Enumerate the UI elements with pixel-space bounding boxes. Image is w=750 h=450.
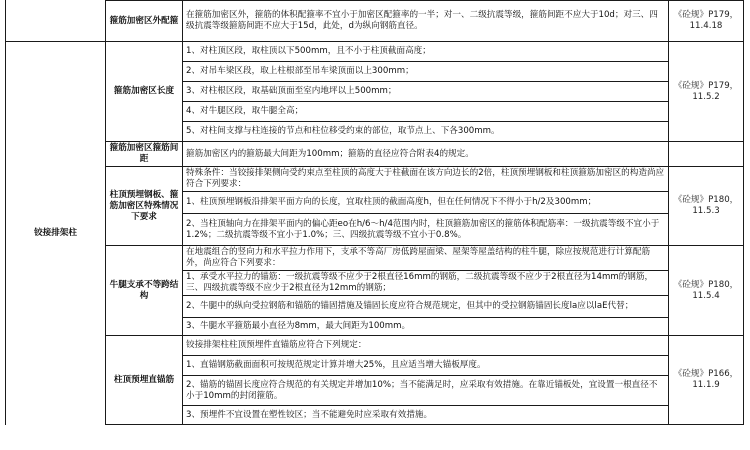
spec-table — [5, 0, 744, 425]
reference-cell — [669, 142, 744, 167]
topic-cell: 箍筋加密区长度 — [106, 42, 183, 142]
item-cell: 1、承受水平拉力的锚筋：一级抗震等级不应少于2根直径16mm的钢筋，二级抗震等级不应少于2根直径为14mm的钢筋，三、四级抗震等级不应少于2根直径为12mm的钢筋； — [183, 271, 669, 296]
item-cell: 铰接排架柱柱顶预埋件直锚筋应符合下列规定： — [183, 336, 669, 356]
item-cell: 3、预埋件不宜设置在塑性铰区；当不能避免时应采取有效措施。 — [183, 406, 669, 425]
topic-cell: 箍筋加密区外配箍 — [106, 1, 183, 42]
table-row — [6, 167, 744, 192]
topic-cell: 牛腿支承不等跨结构 — [106, 246, 183, 336]
table-row — [6, 336, 744, 356]
item-cell: 在箍筋加密区外，箍筋的体积配箍率不宜小于加密区配箍率的一半；对一、二级抗震等级，箍筋间距不应大于10d；对三、四级抗震等级箍筋间距不应大于15d，此处，d为纵向钢筋直径。 — [183, 1, 669, 42]
topic-cell: 柱顶预埋钢板、箍筋加密区特殊情况下要求 — [106, 167, 183, 246]
category-cell-prev — [6, 1, 106, 42]
item-cell: 2、牛腿中的纵向受拉钢筋和锚筋的锚固措施及锚固长度应符合规范规定，但其中的受拉钢筋锚固长度la应以laE代替； — [183, 296, 669, 318]
item-cell: 箍筋加密区内的箍筋最大间距为100mm；箍筋的直径应符合附表4的规定。 — [183, 142, 669, 167]
item-cell: 3、对柱根区段，取基础顶面至室内地坪以上500mm； — [183, 82, 669, 102]
table-row — [6, 1, 744, 42]
topic-cell: 柱顶预埋直锚筋 — [106, 336, 183, 425]
category-cell: 铰接排架柱 — [6, 42, 106, 425]
item-cell: 5、对柱间支撑与柱连接的节点和柱位移受约束的部位，取节点上、下各300mm。 — [183, 122, 669, 142]
item-cell: 4、对牛腿区段，取牛腿全高； — [183, 102, 669, 122]
item-cell: 2、对吊车梁区段，取上柱根部至吊车梁顶面以上300mm； — [183, 62, 669, 82]
item-cell: 特殊条件：当铰接排架侧向受约束点至柱顶的高度大于柱截面在该方向边长的2倍，柱顶预埋钢板和柱顶箍筋加密区的构造尚应符合下列要求： — [183, 167, 669, 192]
reference-cell: 《砼规》P166，11.1.9 — [669, 336, 744, 425]
table-row — [6, 142, 744, 167]
item-cell: 3、牛腿水平箍筋最小直径为8mm，最大间距为100mm。 — [183, 318, 669, 336]
item-cell: 在地震组合的竖向力和水平拉力作用下，支承不等高厂房低跨屋面梁、屋架等屋盖结构的柱牛腿，除应按规范进行计算配筋外，尚应符合下列要求： — [183, 246, 669, 271]
item-cell: 1、直锚钢筋截面面积可按规范规定计算并增大25%，且应适当增大锚板厚度。 — [183, 356, 669, 376]
reference-cell: 《砼规》P179，11.5.2 — [669, 42, 744, 142]
table-row — [6, 246, 744, 271]
item-cell: 1、柱顶预埋钢板沿排架平面方向的长度，宜取柱顶的截面高度h，但在任何情况下不得小于h/2及300mm； — [183, 192, 669, 214]
spec-table-body — [6, 1, 744, 425]
reference-cell: 《砼规》P180，11.5.4 — [669, 246, 744, 336]
item-cell: 2、锚筋的锚固长度应符合规范的有关规定并增加10%；当不能满足时，应采取有效措施。在靠近锚板处，宜设置一根直径不小于10mm的封闭箍筋。 — [183, 376, 669, 406]
reference-cell: 《砼规》P179，11.4.18 — [669, 1, 744, 42]
item-cell: 2、当柱顶轴向力在排架平面内的偏心距eo在h/6～h/4范围内时，柱顶箍筋加密区的箍筋体积配筋率：一级抗震等级不宜小于1.2%；二级抗震等级不宜小于1.0%；三、四级抗震等级不宜小于0.8%。 — [183, 214, 669, 246]
item-cell: 1、对柱顶区段，取柱顶以下500mm，且不小于柱顶截面高度； — [183, 42, 669, 62]
table-row — [6, 42, 744, 62]
topic-cell: 箍筋加密区箍筋间距 — [106, 142, 183, 167]
reference-cell: 《砼规》P180，11.5.3 — [669, 167, 744, 246]
